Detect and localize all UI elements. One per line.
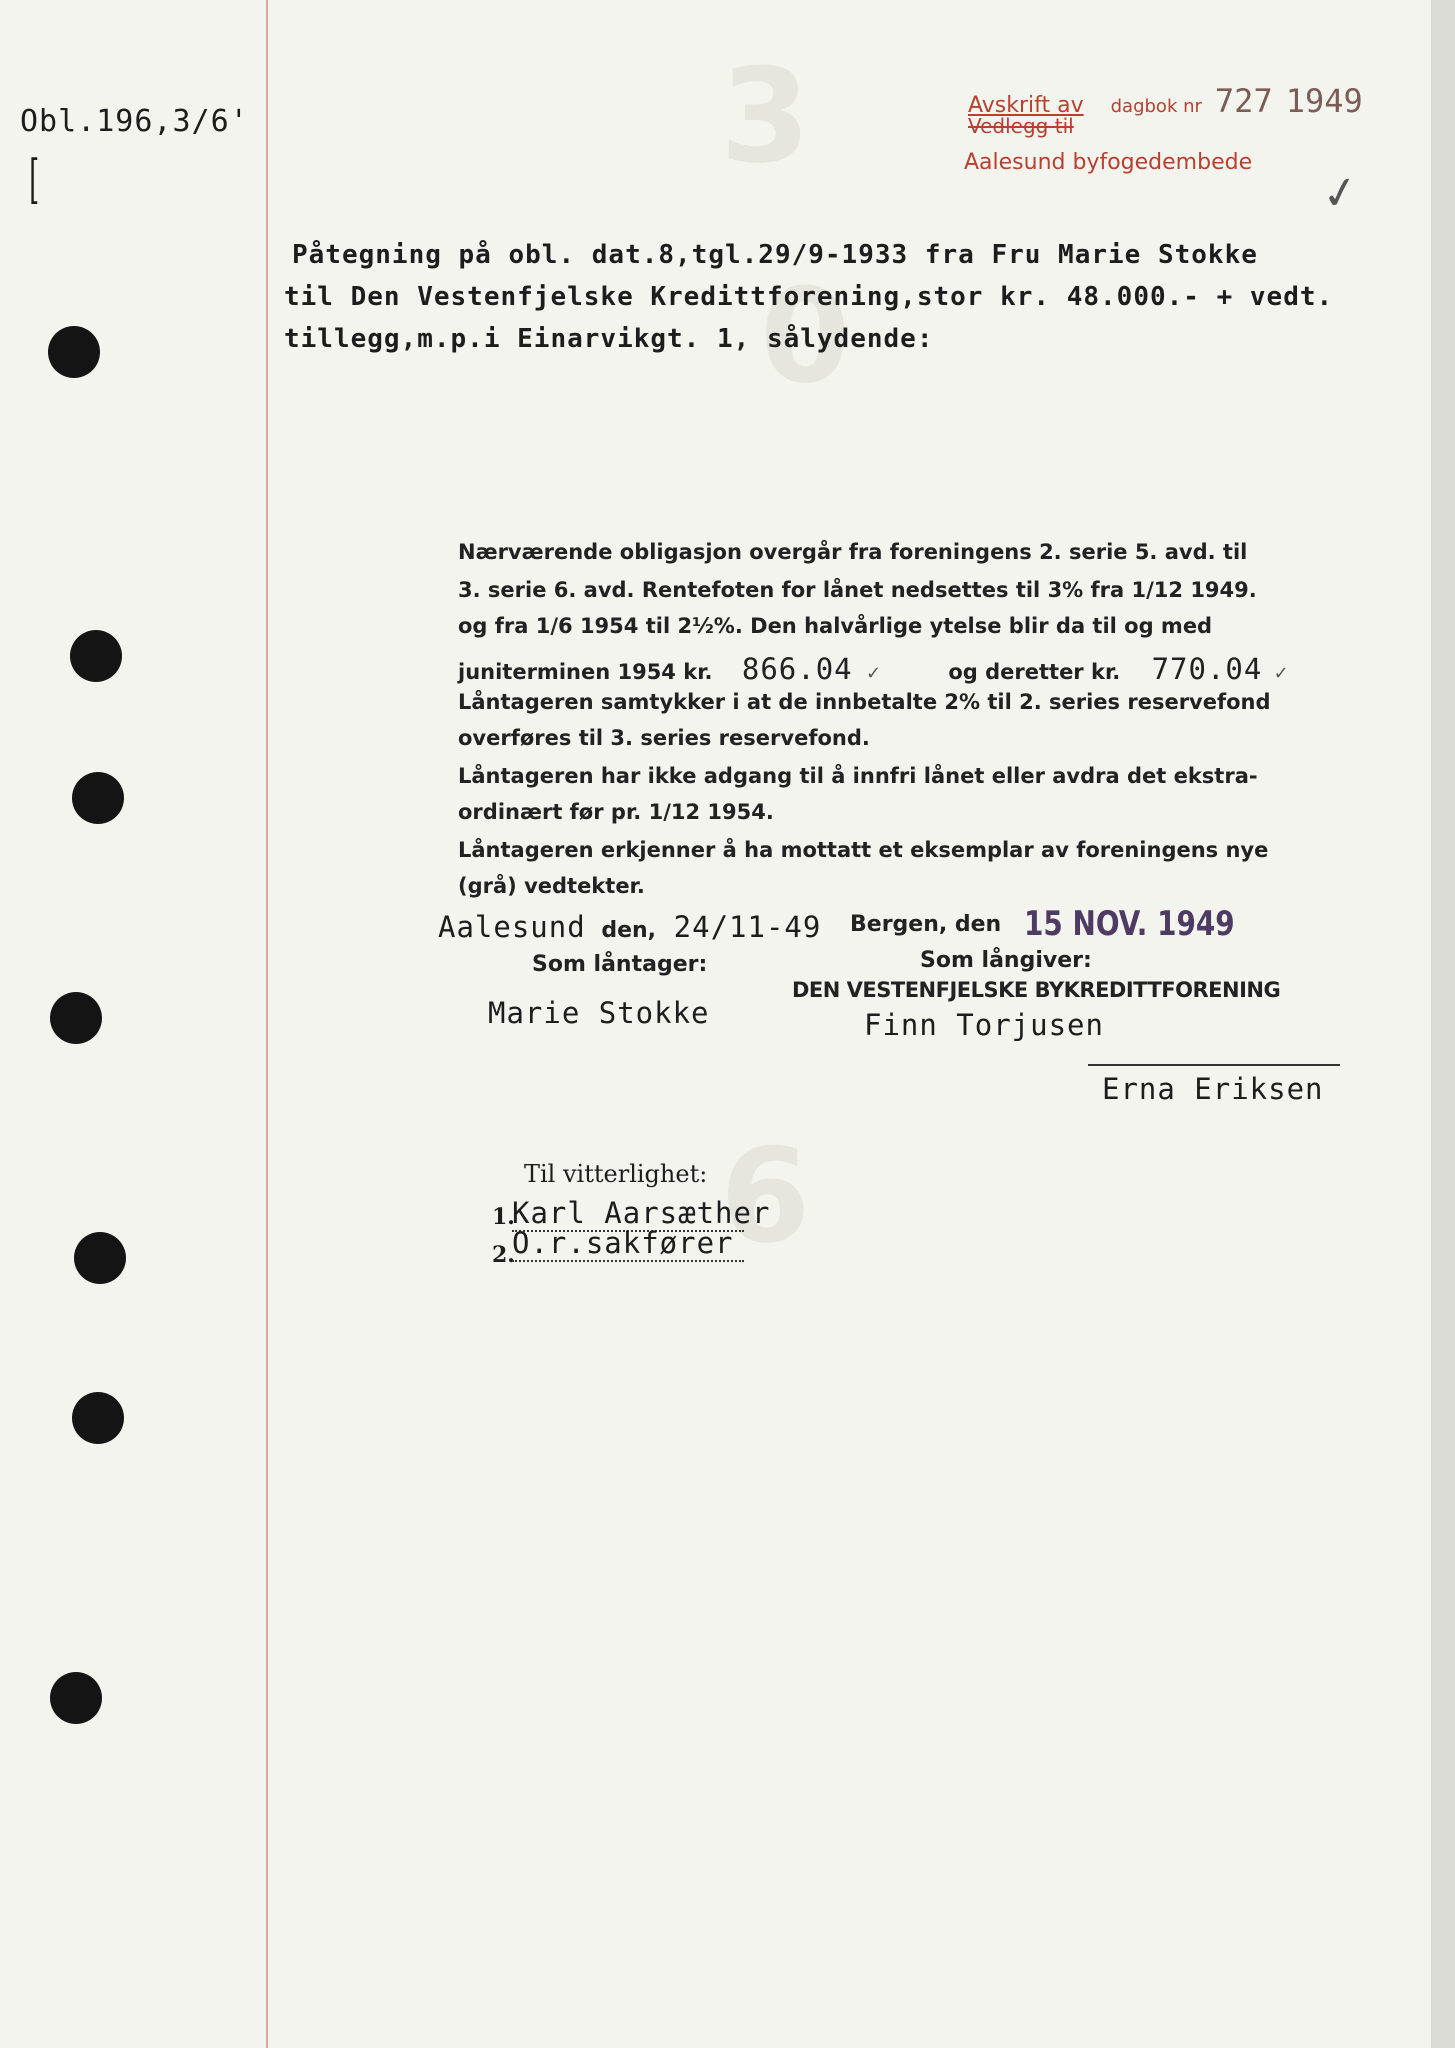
witness-label: Til vitterlighet: — [524, 1160, 708, 1188]
signing-place-left — [438, 910, 821, 944]
lender-label: Som långiver: — [920, 948, 1092, 973]
punch-hole — [70, 630, 122, 682]
signing-place-right: Bergen, den — [850, 912, 1002, 937]
place-left: Aalesund — [438, 910, 586, 944]
stamp-year: 1949 — [1285, 82, 1363, 120]
punch-hole — [48, 326, 100, 378]
witness-number-2: 2. — [492, 1242, 515, 1268]
body-p4-line2: (grå) vedtekter. — [458, 874, 645, 898]
body-p4-line1: Låntageren erkjenner å ha mottatt et eksemplar av foreningens nye — [458, 838, 1269, 862]
stamp-number: 727 — [1214, 82, 1273, 120]
body-p1-line1: Nærværende obligasjon overgår fra foreningens 2. serie 5. avd. til — [458, 540, 1248, 564]
heading-line-3: tillegg,m.p.i Einarvikgt. 1, sålydende: — [284, 324, 934, 354]
body-p1-line2: 3. serie 6. avd. Rentefoten for lånet nedsettes til 3% fra 1/12 1949. — [458, 578, 1257, 602]
check-icon: ✓ — [1317, 165, 1364, 222]
stamp-office: Aalesund byfogedembede — [964, 150, 1253, 175]
stamp-struck-line: Vedlegg til — [968, 114, 1074, 138]
bleed-through-mark: 3 — [720, 40, 811, 192]
bleed-through-mark: 0 — [760, 260, 851, 412]
lender-signature-1: Finn Torjusen — [864, 1008, 1104, 1042]
page-edge-shadow — [1431, 0, 1455, 2048]
borrower-signature: Marie Stokke — [488, 996, 710, 1030]
punch-hole — [50, 992, 102, 1044]
margin-bracket: [ — [29, 150, 40, 210]
margin-reference — [20, 104, 249, 139]
body-p2-line1: Låntageren samtykker i at de innbetalte 2% til 2. series reservefond — [458, 690, 1271, 714]
margin-rule — [266, 0, 268, 2048]
amount-second: 770.04 — [1151, 652, 1263, 686]
date-left: 24/11-49 — [673, 910, 822, 944]
body-p2-line2: overføres til 3. series reservefond. — [458, 726, 870, 750]
bleed-through-mark: 6 — [720, 1120, 811, 1272]
heading-line-1: Påtegning på obl. dat.8,tgl.29/9-1933 fra Fru Marie Stokke — [292, 240, 1258, 270]
body-p1-line4-a: juniterminen 1954 kr. — [458, 660, 713, 684]
punch-hole — [74, 1232, 126, 1284]
punch-hole — [50, 1672, 102, 1724]
reference-tick: ' — [229, 104, 249, 139]
body-p3-line2: ordinært før pr. 1/12 1954. — [458, 800, 774, 824]
heading-line-2: til Den Vestenfjelske Kredittforening,stor kr. 48.000.- + vedt. — [284, 282, 1334, 312]
check-icon: ✓ — [1273, 663, 1289, 684]
stamp-prefix: Avskrift av — [968, 93, 1084, 118]
punch-hole — [72, 1392, 124, 1444]
body-p3-line1: Låntageren har ikke adgang til å innfri lånet eller avdra det ekstra- — [458, 764, 1258, 788]
body-p1-line4 — [458, 652, 1289, 686]
amount-first: 866.04 — [741, 652, 853, 686]
body-p1-line3: og fra 1/6 1954 til 2½%. Den halvårlige ytelse blir da til og med — [458, 614, 1213, 638]
reference-text: Obl.196,3/6 — [20, 104, 230, 139]
witness-number-1: 1. — [492, 1204, 515, 1230]
den-left: den, — [601, 918, 657, 943]
lender-organization: DEN VESTENFJELSKE BYKREDITTFORENING — [792, 978, 1281, 1002]
body-p1-line4-b: og deretter kr. — [948, 660, 1121, 684]
witness-1: Karl Aarsæther — [512, 1196, 771, 1230]
check-icon: ✓ — [865, 663, 882, 684]
lender-signature-2: Erna Eriksen — [1102, 1072, 1324, 1106]
stamp-dagbok: dagbok nr — [1110, 96, 1202, 117]
borrower-label: Som låntager: — [532, 952, 708, 977]
punch-hole — [72, 772, 124, 824]
witness-2: O.r.sakfører — [512, 1226, 744, 1262]
date-stamp-right: 15 NOV. 1949 — [1024, 904, 1235, 944]
signature-line — [1088, 1064, 1340, 1066]
